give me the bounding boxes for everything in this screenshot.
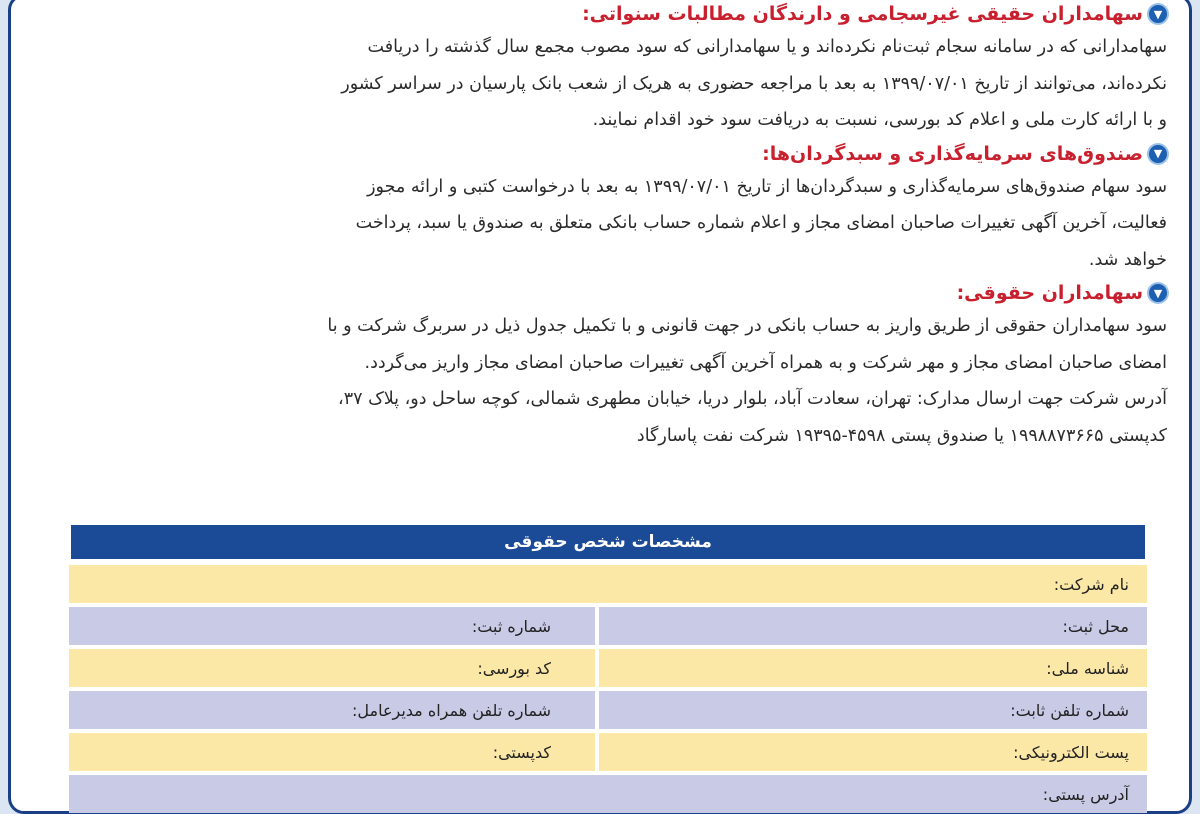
section-paragraph-individual [51,29,1167,139]
company-name-field: نام شرکت: [69,565,1147,603]
paragraph-line: سود سهام صندوق‌های سرمایه‌گذاری و سبدگردان‌ها از تاریخ ۱۳۹۹/۰۷/۰۱ به بعد با درخواست کتبی و ارائه مجوز [367,176,1167,197]
registration-place-field: محل ثبت: [599,607,1147,645]
registration-number-field: شماره ثبت: [69,607,595,645]
national-id-field: شناسه ملی: [599,649,1147,687]
table-row [69,691,1147,729]
postal-code-field: کدپستی: [69,733,595,771]
notice-frame [8,0,1192,814]
table-row [69,565,1147,603]
email-field: پست الکترونیکی: [599,733,1147,771]
paragraph-line: نکرده‌اند، می‌توانند از تاریخ ۱۳۹۹/۰۷/۰۱ به بعد با مراجعه حضوری به هریک از شعب بانک پارسیان در سراسر کشور [341,73,1167,94]
section-heading-legal [51,278,1167,308]
section-heading-funds [51,139,1167,169]
section-heading-text: سهامداران حقوقی: [956,282,1143,304]
legal-entity-form-table [69,523,1147,813]
bullet-icon: ▼ [1149,145,1167,163]
company-address-line: آدرس شرکت جهت ارسال مدارک: تهران، سعادت آباد، بلوار دریا، خیابان مطهری شمالی، کوچه ساحل دو، پلاک ۳۷، [338,389,1167,409]
table-header: مشخصات شخص حقوقی [69,523,1147,561]
paragraph-line: فعالیت، آخرین آگهی تغییرات صاحبان امضای مجاز و اعلام شماره حساب بانکی متعلق به صندوق یا سبد، پرداخت [355,213,1167,233]
table-row [69,775,1147,813]
bourse-code-field: کد بورسی: [69,649,595,687]
table-row [69,733,1147,771]
bullet-icon: ▼ [1149,284,1167,302]
paragraph-line: سهامدارانی که در سامانه سجام ثبت‌نام نکرده‌اند و یا سهامدارانی که سود مصوب مجمع سال گذشته را دریافت [367,37,1167,57]
paragraph-line: امضای صاحبان امضای مجاز و مهر شرکت و به همراه آخرین آگهی تغییرات صاحبان امضای مجاز واریز می‌گردد. [364,352,1167,373]
section-heading-individual [51,0,1167,29]
landline-field: شماره تلفن ثابت: [599,691,1147,729]
section-paragraph-funds [51,169,1167,279]
section-heading-text: صندوق‌های سرمایه‌گذاری و سبدگردان‌ها: [762,142,1143,165]
table-row [69,607,1147,645]
paragraph-line: خواهد شد. [1088,249,1167,270]
paragraph-line: سود سهامداران حقوقی از طریق واریز به حساب بانکی در جهت قانونی و با تکمیل جدول ذیل در سربرگ شرکت و با [327,316,1167,336]
postal-code-line: کدپستی ۱۹۹۸۸۷۳۶۶۵ یا صندوق پستی ۴۵۹۸-۱۹۳۹۵ شرکت نفت پاسارگاد [636,425,1167,446]
notice-body [51,0,1167,454]
bullet-icon: ▼ [1149,5,1167,23]
section-paragraph-legal [51,308,1167,454]
postal-address-field: آدرس پستی: [69,775,1147,813]
section-heading-text: سهامداران حقیقی غیرسجامی و دارندگان مطالبات سنواتی: [582,3,1143,25]
paragraph-line: و با ارائه کارت ملی و اعلام کد بورسی، نسبت به دریافت سود خود اقدام نمایند. [592,110,1167,130]
table-row [69,649,1147,687]
ceo-mobile-field: شماره تلفن همراه مدیرعامل: [69,691,595,729]
